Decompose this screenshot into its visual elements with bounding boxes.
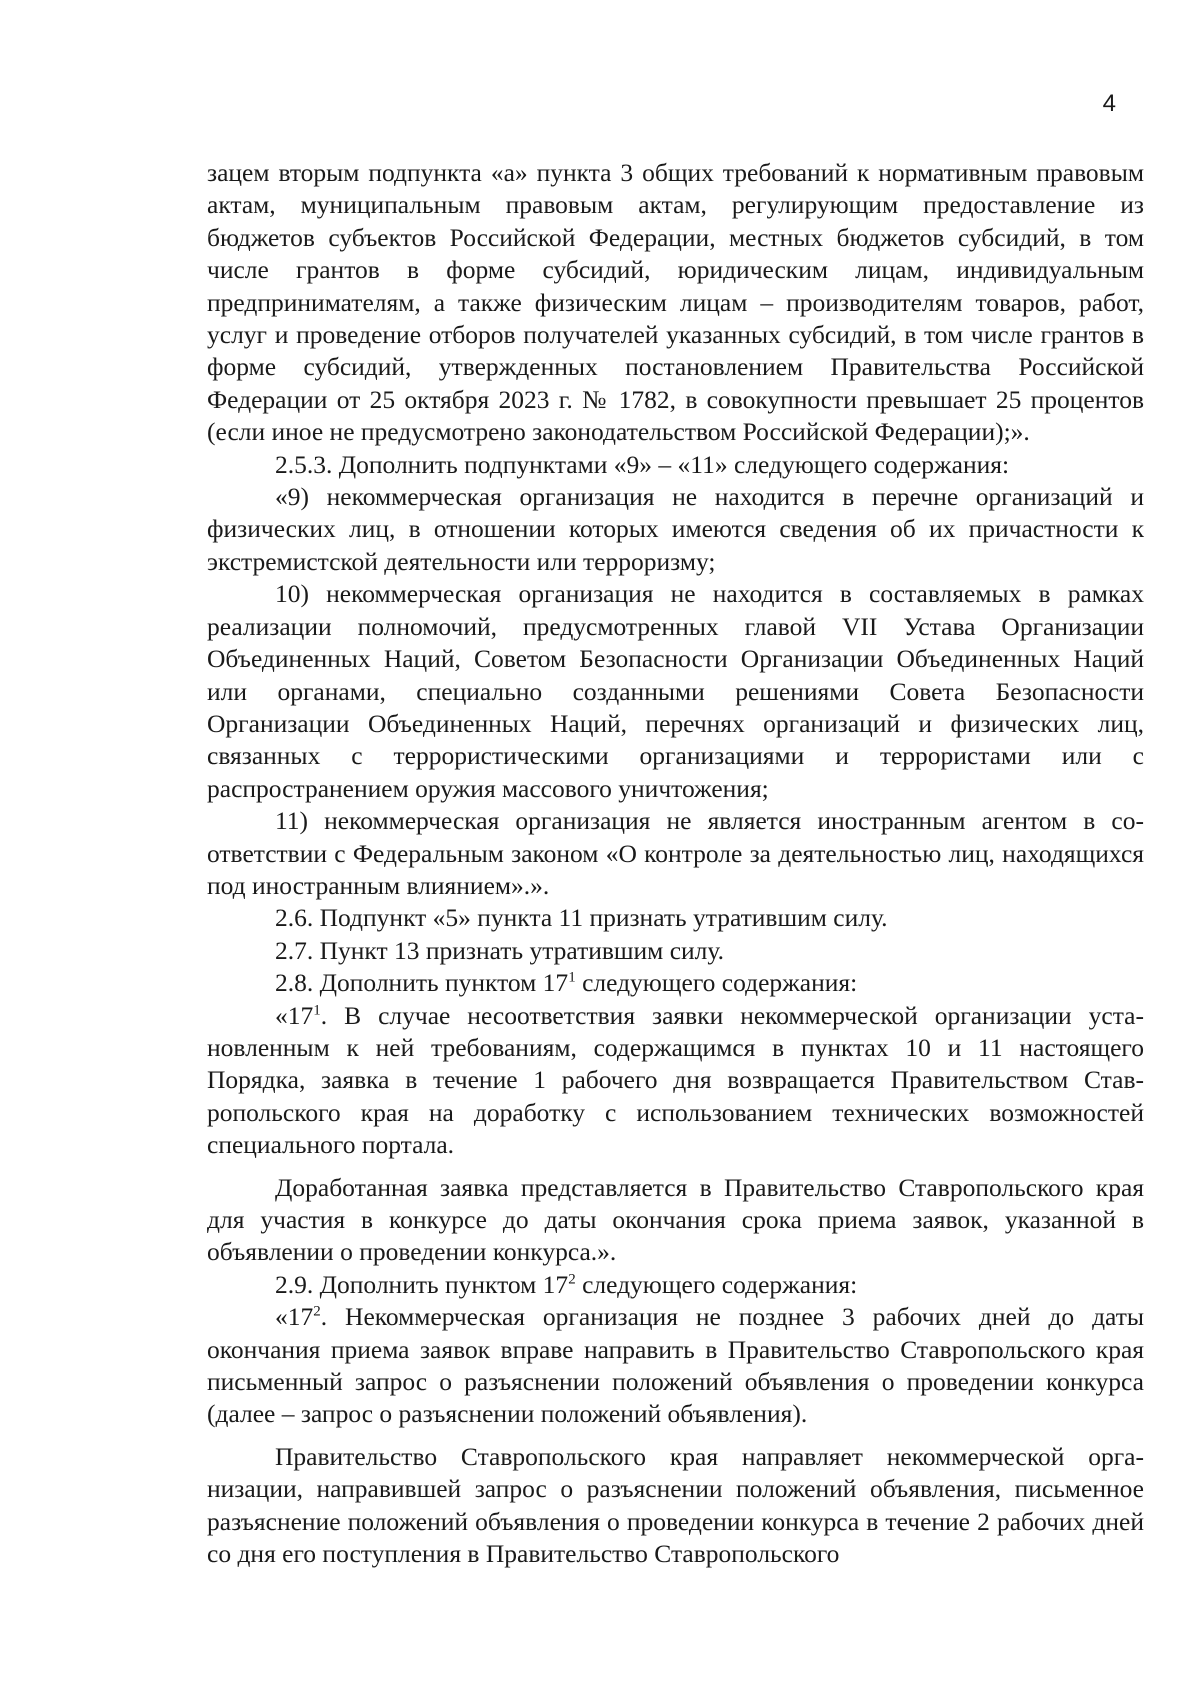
paragraph-text: 2.9. Дополнить пунктом 17: [275, 1269, 569, 1299]
paragraph-p13: [207, 1441, 1144, 1571]
paragraph-text: «9) некоммерческая организация не находится в перечне организаций и физических лиц, в отношении которых имеются сведения об их причастности к экстремистской деятельности или терроризму;: [207, 482, 1144, 576]
paragraph-p2: [207, 449, 1144, 481]
paragraph-text: 2.6. Подпункт «5» пункта 11 признать утратившим силу.: [275, 903, 888, 933]
paragraph-p5: [207, 805, 1144, 902]
paragraph-text: . В случае несоответствия заявки некоммерческой организации установленным к ней требованиям, содержащимся в пунктах 10 и 11 настоящего Порядка, заявка в течение 1 рабочего дня возвращается Правительством Ставропольского края на доработку с использованием технических возможностей специального портала.: [207, 1000, 1144, 1160]
paragraph-text: 2.8. Дополнить пунктом 17: [275, 968, 569, 998]
paragraph-p4: [207, 578, 1144, 805]
paragraph-text: следующего содержания:: [575, 1269, 858, 1299]
document-body: [207, 157, 1144, 1570]
paragraph-p10: [207, 1172, 1144, 1269]
paragraph-p1: [207, 157, 1144, 449]
paragraph-p9: [207, 1000, 1144, 1162]
paragraph-p12: [207, 1301, 1144, 1431]
paragraph-text: 2.7. Пункт 13 признать утратившим силу.: [275, 935, 724, 965]
paragraph-text: 11) некоммерческая организация не является иностранным агентом в соответствии с Федеральным законом «О контроле за деятельностью лиц, находящихся под иностранным влиянием».».: [207, 806, 1144, 900]
superscript: 2: [568, 1271, 576, 1288]
paragraph-p6: [207, 902, 1144, 934]
paragraph-text: Доработанная заявка представляется в Правительство Ставропольского края для участия в конкурсе до даты окончания срока приема заявок, указанной в объявлении о проведении конкурса.».: [207, 1172, 1144, 1267]
paragraph-text: 10) некоммерческая организация не находится в составляемых в рамках реализации полномочий, предусмотренных главой VII Устава Организации Объединенных Наций, Советом Безопасности Организации Объединенных Наций или органами, специально созданными решениями Совета Безопасности Организации Объединенных Наций, перечнях организаций и физических лиц, связанных с террористическими организациями и террористами или с распространением оружия массового уничтожения;: [207, 579, 1144, 803]
superscript: 2: [313, 1303, 321, 1320]
paragraph-text: «17: [275, 1000, 314, 1030]
paragraph-p7: [207, 935, 1144, 967]
paragraph-p11: [207, 1269, 1144, 1301]
paragraph-text: Правительство Ставропольского края направляет некоммерческой организации, направившей запрос о разъяснении положений объявления, письменное разъяснение положений объявления о проведении конкурса в течение 2 рабочих дней со дня его поступления в Правительство Ставропольского: [207, 1441, 1144, 1569]
page-number: 4: [1102, 90, 1116, 117]
paragraph-text: зацем вторым подпункта «а» пункта 3 общих требований к нормативным правовым актам, муниципальным правовым актам, регулирующим предоставление из бюджетов субъектов Российской Федерации, местных бюджетов субсидий, в том числе грантов в форме субсидий, юридическим лицам, индивидуальным предпринимателям, а также физическим лицам – производителям товаров, работ, услуг и проведение отборов получателей указанных субсидий, в том числе грантов в форме субсидий, утвержденных постановлением Правительства Российской Федерации от 25 октября 2023 г. № 1782, в совокупности превышает 25 процентов (если иное не предусмотрено законодательством Российской Федерации);».: [207, 158, 1144, 447]
paragraph-text: . Некоммерческая организация не позднее 3 рабочих дней до даты окончания приема заявок вправе направить в Правительство Ставропольского края письменный запрос о разъяснении положений объявления о проведении конкурса (далее – запрос о разъяснении положений объявления).: [207, 1302, 1144, 1429]
paragraph-text: следующего содержания:: [575, 968, 858, 998]
paragraph-p3: [207, 481, 1144, 578]
paragraph-text: «17: [275, 1302, 314, 1332]
superscript: 1: [568, 969, 576, 986]
paragraph-text: 2.5.3. Дополнить подпунктами «9» – «11» следующего содержания:: [275, 449, 1010, 479]
superscript: 1: [313, 1002, 321, 1019]
paragraph-p8: [207, 967, 1144, 999]
